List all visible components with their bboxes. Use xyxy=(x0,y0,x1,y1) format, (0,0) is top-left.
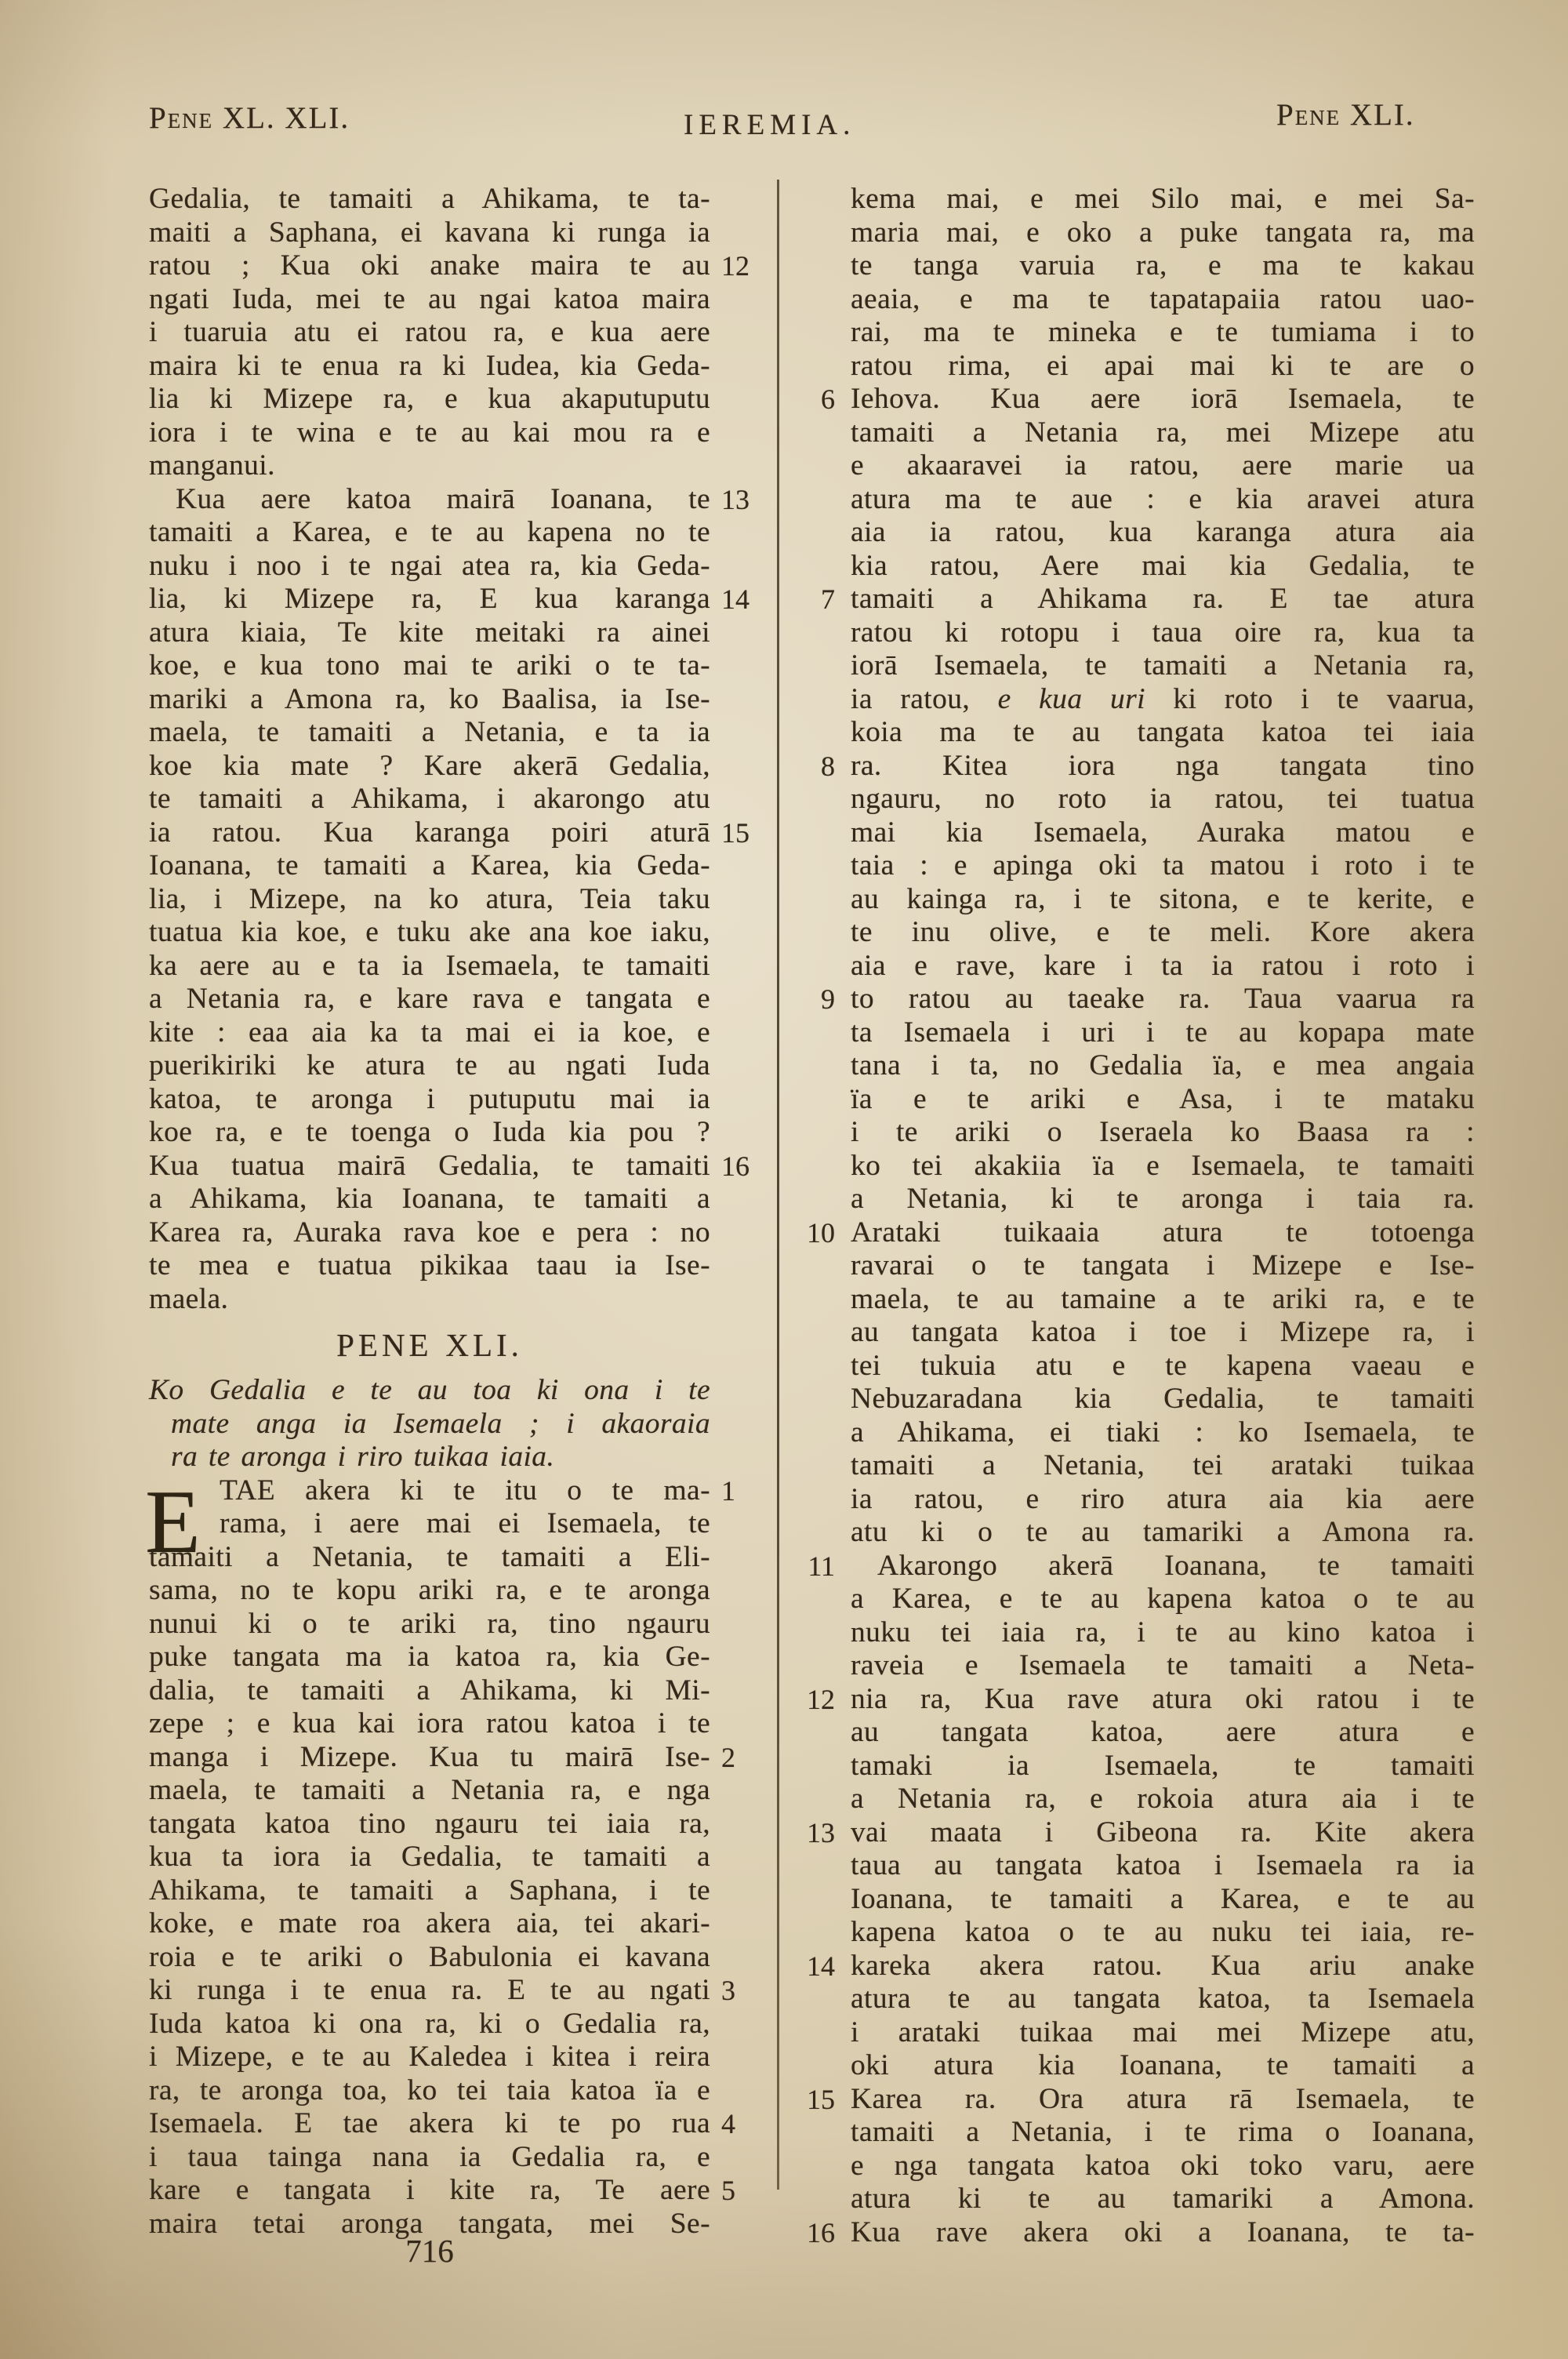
verse-text: au tangata katoa, aere atura e xyxy=(851,1716,1475,1748)
verse-text: tamaiti a Netania, te tamaiti a Eli- xyxy=(149,1540,710,1573)
text-line xyxy=(851,816,1475,850)
text-line xyxy=(851,1583,1475,1616)
text-column-right xyxy=(807,183,1475,2249)
verse-text: mate anga ia Isemaela ; i akaoraia xyxy=(171,1407,710,1440)
text-line xyxy=(149,1408,710,1441)
verse-text: te tamaiti a Ahikama, i akarongo atu xyxy=(149,783,710,815)
verse-text: a Ahikama, kia Ioanana, te tamaiti a xyxy=(149,1183,710,1215)
verse-text: te mea e tuatua pikikaa taau ia Ise- xyxy=(149,1249,710,1281)
text-line xyxy=(149,516,710,550)
verse-text: aeaia, e ma te tapatapaiia ratou uao- xyxy=(851,282,1475,315)
verse-number: 16 xyxy=(721,1150,750,1182)
verse-text: koke, e mate roa akera aia, tei akari- xyxy=(149,1907,710,1939)
verse-text: aia e rave, kare i ta ia ratou i roto i xyxy=(851,949,1475,982)
text-line xyxy=(851,2016,1475,2050)
verse-text: te tanga varuia ra, e ma te kakau xyxy=(851,249,1475,282)
verse-text: au kainga ra, i te sitona, e te kerite, e xyxy=(851,882,1475,915)
text-line xyxy=(851,716,1475,750)
verse-text: mariki a Amona ra, ko Baalisa, ia Ise- xyxy=(149,682,710,715)
text-line xyxy=(807,1216,1475,1250)
text-line xyxy=(851,1483,1475,1517)
verse-text: Gedalia, te tamaiti a Ahikama, te ta- xyxy=(149,183,710,215)
text-line xyxy=(851,1183,1475,1216)
text-line xyxy=(851,1283,1475,1317)
verse-number: 13 xyxy=(807,1816,835,1848)
text-line xyxy=(851,1783,1475,1816)
text-line xyxy=(149,849,710,883)
verse-number: 10 xyxy=(807,1216,835,1249)
text-line xyxy=(149,416,710,450)
running-head-left: Pene XL. XLI. xyxy=(149,101,350,135)
text-line xyxy=(821,383,1475,416)
verse-text: Iuda katoa ki ona ra, ki o Gedalia ra, xyxy=(149,2007,710,2040)
text-line xyxy=(149,1808,710,1841)
verse-text: iorā Isemaela, te tamaiti a Netania ra, xyxy=(851,649,1475,682)
verse-text: maira ki te enua ra ki Iudea, kia Geda- xyxy=(149,349,710,382)
verse-text: maela, te tamaiti a Netania, e ta ia xyxy=(149,716,710,748)
verse-text: atura ma te aue : e kia aravei atura xyxy=(851,482,1475,515)
text-line xyxy=(807,1816,1475,1850)
verse-number: 9 xyxy=(821,983,835,1015)
text-line xyxy=(149,783,710,816)
verse-text: sama, no te kopu ariki ra, e te aronga xyxy=(149,1574,710,1606)
verse-text: ra, te aronga toa, ko tei taia katoa ïa e xyxy=(149,2074,710,2106)
text-line xyxy=(851,1083,1475,1117)
verse-number: 13 xyxy=(721,483,750,515)
verse-text: kia ratou, Aere mai kia Gedalia, te xyxy=(851,549,1475,582)
verse-text: nia ra, Kua rave atura oki ratou i te xyxy=(851,1682,1475,1715)
text-line xyxy=(149,1116,710,1150)
text-line xyxy=(149,1541,710,1575)
verse-text: tana i ta, no Gedalia ïa, e mea angaia xyxy=(851,1049,1475,1081)
verse-text: maiti a Saphana, ei kavana ki runga ia xyxy=(149,216,710,249)
verse-text: i taua tainga nana ia Gedalia ra, e xyxy=(149,2140,710,2173)
verse-text: Kua rave akera oki a Ioanana, te ta- xyxy=(851,2215,1475,2248)
verse-text: kema mai, e mei Silo mai, e mei Sa- xyxy=(851,183,1475,215)
verse-number: 8 xyxy=(821,750,835,782)
verse-text: atura te au tangata katoa, ta Isemaela xyxy=(851,1983,1475,2015)
text-line xyxy=(821,983,1475,1016)
verse-text: taua au tangata katoa i Isemaela ra ia xyxy=(851,1849,1475,1881)
text-column-left xyxy=(145,183,750,2241)
verse-text: maela, te tamaiti a Netania ra, e nga xyxy=(149,1774,710,1806)
text-line xyxy=(149,1841,710,1874)
text-line xyxy=(149,2141,710,2175)
verse-text: i te ariki o Iseraela ko Baasa ra : xyxy=(851,1116,1475,1148)
text-line xyxy=(149,2174,735,2208)
verse-text: kapena katoa o te au nuku tei iaia, re- xyxy=(851,1916,1475,1948)
verse-text: Kua aere katoa mairā Ioanana, te xyxy=(176,482,710,515)
verse-text: ia ratou. Kua karanga poiri aturā xyxy=(149,816,710,849)
verse-text: ïa e te ariki e Asa, i te mataku xyxy=(851,1082,1475,1115)
verse-text: ravarai o te tangata i Mizepe e Ise- xyxy=(851,1249,1475,1281)
verse-text: tei tukuia atu e te kapena vaeau e xyxy=(851,1349,1475,1382)
verse-text: dalia, te tamaiti a Ahikama, ki Mi- xyxy=(149,1674,710,1707)
text-line xyxy=(851,350,1475,383)
verse-text: Akarongo akerā Ioanana, te tamaiti xyxy=(877,1549,1475,1582)
verse-text: koe, e kua tono mai te ariki o te ta- xyxy=(149,649,710,682)
verse-text: nuku i noo i te ngai atea ra, kia Geda- xyxy=(149,549,710,582)
verse-text: vai maata i Gibeona ra. Kite akera xyxy=(851,1816,1475,1848)
verse-text: tamaiti a Karea, e te au kapena no te xyxy=(149,516,710,548)
text-line xyxy=(149,916,710,950)
text-line xyxy=(149,1608,710,1641)
text-line xyxy=(851,1983,1475,2016)
text-line xyxy=(149,2074,710,2108)
verse-text: atura kiaia, Te kite meitaki ra ainei xyxy=(149,616,710,649)
text-line xyxy=(807,2082,1475,2117)
verse-text: ki runga i te enua ra. E te au ngati xyxy=(149,1974,710,2006)
text-line xyxy=(821,749,1475,783)
verse-text: nuku tei iaia ra, i te au kino katoa i xyxy=(851,1616,1475,1648)
verse-text: a Netania ra, e kare rava e tangata e xyxy=(149,983,710,1015)
verse-text: Arataki tuikaaia atura te totoenga xyxy=(851,1216,1475,1249)
text-line xyxy=(851,1883,1475,1917)
verse-text: iora i te wina e te au kai mou ra e xyxy=(149,416,710,449)
verse-number: 3 xyxy=(721,1975,735,2006)
verse-text: Ioanana, te tamaiti a Karea, e te au xyxy=(851,1882,1475,1915)
text-line xyxy=(149,1674,710,1708)
text-line xyxy=(851,1316,1475,1350)
text-line xyxy=(149,1907,710,1941)
text-line xyxy=(851,950,1475,983)
verse-text: lia, i Mizepe, na ko atura, Teia taku xyxy=(149,882,710,915)
verse-text: ka aere au e ta ia Isemaela, te tamaiti xyxy=(149,949,710,982)
verse-number: 15 xyxy=(807,2083,835,2115)
text-line xyxy=(807,1949,1475,1983)
text-line xyxy=(149,1149,750,1183)
text-line xyxy=(851,1049,1475,1083)
verse-text: raveia e Isemaela te tamaiti a Neta- xyxy=(851,1649,1475,1681)
text-line xyxy=(149,2107,735,2141)
verse-text: a Karea, e te au kapena katoa o te au xyxy=(851,1583,1475,1615)
text-line xyxy=(149,1974,735,2008)
verse-text: katoa, te aronga i putuputu mai ia xyxy=(149,1082,710,1115)
text-line xyxy=(149,750,710,783)
verse-text: taia : e apinga oki ta matou i roto i te xyxy=(851,849,1475,881)
text-line xyxy=(149,482,750,517)
verse-text: Ko Gedalia e te au toa ki ona i te xyxy=(149,1374,710,1406)
verse-text: manganui. xyxy=(149,449,275,482)
text-line xyxy=(851,183,1475,216)
verse-text: te inu olive, e te meli. Kore akera xyxy=(851,916,1475,948)
text-line xyxy=(149,350,710,383)
text-line xyxy=(851,249,1475,283)
verse-number: 12 xyxy=(807,1683,835,1715)
text-line xyxy=(149,583,750,616)
chapter-heading xyxy=(149,1316,710,1374)
text-line xyxy=(149,1049,710,1083)
verse-text: i tuaruia atu ei ratou ra, e kua aere xyxy=(149,316,710,348)
text-line xyxy=(851,1616,1475,1650)
text-line xyxy=(851,483,1475,517)
text-line xyxy=(851,849,1475,883)
text-line xyxy=(149,449,710,483)
verse-text: Isemaela. E tae akera ki te po rua xyxy=(149,2107,710,2139)
verse-text: lia, ki Mizepe ra, E kua karanga xyxy=(149,583,710,615)
text-line xyxy=(851,2116,1475,2150)
text-line xyxy=(851,1750,1475,1783)
verse-text: koia ma te au tangata katoa tei iaia xyxy=(851,716,1475,748)
verse-number: 14 xyxy=(721,583,750,615)
text-line xyxy=(149,550,710,583)
text-line xyxy=(149,1441,710,1474)
verse-number: 6 xyxy=(821,383,835,415)
verse-text: PENE XLI. xyxy=(336,1327,523,1363)
verse-text: mai kia Isemaela, Auraka matou e xyxy=(851,816,1475,849)
text-line xyxy=(149,2008,710,2041)
verse-text: kite : eaa aia ka ta mai ei ia koe, e xyxy=(149,1016,710,1049)
verse-text: a Ahikama, ei tiaki : ko Isemaela, te xyxy=(851,1416,1475,1448)
verse-text: tuatua kia koe, e tuku ake ana koe iaku, xyxy=(149,916,710,948)
verse-text: maria mai, e oko a puke tangata ra, ma xyxy=(851,216,1475,249)
text-line xyxy=(851,1449,1475,1483)
verse-text: rai, ma te mineka e te tumiama i to xyxy=(851,316,1475,348)
verse-text: tangata katoa tino ngauru tei iaia ra, xyxy=(149,1807,710,1840)
running-head-right: Pene XLI. xyxy=(1276,98,1415,132)
text-line xyxy=(851,1916,1475,1950)
text-line xyxy=(149,1249,710,1283)
verse-number: 2 xyxy=(721,1741,735,1773)
text-line xyxy=(851,550,1475,583)
verse-number: 5 xyxy=(721,2175,735,2206)
verse-text: puke tangata ma ia katoa ra, kia Ge- xyxy=(149,1641,710,1673)
verse-text: Ioanana, te tamaiti a Karea, kia Geda- xyxy=(149,849,710,881)
text-line xyxy=(851,1716,1475,1750)
text-line xyxy=(149,2041,710,2074)
text-line xyxy=(851,616,1475,650)
verse-number: 7 xyxy=(821,583,835,615)
text-line xyxy=(851,1350,1475,1383)
text-line xyxy=(851,883,1475,917)
text-line xyxy=(851,1249,1475,1283)
text-line xyxy=(851,1849,1475,1883)
verse-text: to ratou au taeake ra. Taua vaarua ra xyxy=(851,983,1475,1015)
verse-text: zepe ; e kua kai iora ratou katoa i te xyxy=(149,1707,710,1739)
text-line xyxy=(851,2049,1475,2083)
verse-text: manga i Mizepe. Kua tu mairā Ise- xyxy=(149,1740,710,1773)
text-line xyxy=(851,449,1475,483)
text-line xyxy=(851,1516,1475,1550)
verse-text: Ahikama, te tamaiti a Saphana, i te xyxy=(149,1874,710,1906)
verse-text: i Mizepe, e te au Kaledea i kitea i reira xyxy=(149,2041,710,2073)
text-line xyxy=(149,1641,710,1674)
text-line xyxy=(851,1383,1475,1416)
text-line xyxy=(851,649,1475,683)
verse-text: Iehova. Kua aere iorā Isemaela, te xyxy=(851,383,1475,415)
verse-text: koe ra, e te toenga o Iuda kia pou ? xyxy=(149,1116,710,1148)
verse-text: Karea ra. Ora atura rā Isemaela, te xyxy=(851,2082,1475,2115)
text-line xyxy=(851,516,1475,550)
text-line xyxy=(149,950,710,983)
verse-text: i arataki tuikaa mai mei Mizepe atu, xyxy=(851,2016,1475,2048)
text-line xyxy=(149,249,750,283)
verse-text: tamaiti a Ahikama ra. E tae atura xyxy=(851,583,1475,615)
text-line xyxy=(149,1740,735,1775)
text-line xyxy=(149,983,710,1016)
text-line xyxy=(149,1016,710,1050)
verse-text: ra. Kitea iora nga tangata tino xyxy=(851,749,1475,782)
verse-number: 11 xyxy=(808,1550,835,1582)
verse-text: tamaiti a Netania, tei arataki tuikaa xyxy=(851,1449,1475,1481)
text-line xyxy=(149,1283,710,1317)
text-line xyxy=(149,883,710,917)
text-line xyxy=(149,283,710,317)
verse-text: kareka akera ratou. Kua ariu anake xyxy=(851,1949,1475,1982)
text-line xyxy=(851,1150,1475,1183)
text-line xyxy=(851,683,1475,717)
verse-text: maela. xyxy=(149,1282,229,1315)
verse-text: maela, te au tamaine a te ariki ra, e te xyxy=(851,1282,1475,1315)
text-line xyxy=(149,1507,710,1541)
verse-text: kua ta iora ia Gedalia, te tamaiti a xyxy=(149,1841,710,1873)
verse-text: tamaki ia Isemaela, te tamaiti xyxy=(851,1749,1475,1782)
verse-text: ta Isemaela i uri i te au kopapa mate xyxy=(851,1016,1475,1049)
verse-text: a Netania ra, e rokoia atura aia i te xyxy=(851,1783,1475,1815)
text-line xyxy=(149,649,710,683)
verse-text: nunui ki o te ariki ra, tino ngauru xyxy=(149,1607,710,1640)
text-line xyxy=(851,783,1475,816)
verse-text: e nga tangata katoa oki toko varu, aere xyxy=(851,2149,1475,2182)
text-line xyxy=(851,1649,1475,1683)
verse-text: e akaaravei ia ratou, aere marie ua xyxy=(851,449,1475,482)
text-line xyxy=(851,1016,1475,1050)
text-line xyxy=(808,1549,1475,1583)
column-divider-rule xyxy=(777,180,779,2190)
verse-number: 15 xyxy=(721,816,750,849)
text-line xyxy=(149,1183,710,1216)
text-line xyxy=(149,683,710,717)
text-line xyxy=(149,1083,710,1117)
text-line xyxy=(149,716,710,750)
verse-text: kare e tangata i kite ra, Te aere xyxy=(149,2174,710,2206)
text-line xyxy=(821,583,1475,616)
text-line xyxy=(851,416,1475,450)
verse-text: rama, i aere mai ei Isemaela, te xyxy=(220,1507,710,1539)
verse-text: aia ia ratou, kua karanga atura aia xyxy=(851,516,1475,548)
text-line xyxy=(851,316,1475,350)
running-head-title: IEREMIA. xyxy=(684,109,856,141)
verse-text: Karea ra, Auraka rava koe e pera : no xyxy=(149,1216,710,1249)
text-line xyxy=(149,1374,710,1408)
text-line xyxy=(851,1116,1475,1150)
text-line xyxy=(851,216,1475,250)
text-line xyxy=(807,2215,1475,2250)
verse-text: ratou rima, ei apai mai ki te are o xyxy=(851,349,1475,382)
verse-text: atura ki te au tamariki a Amona. xyxy=(851,2183,1475,2215)
verse-text: ia ratou, e kua uri ki roto i te vaarua, xyxy=(851,682,1475,715)
verse-text: tamaiti a Netania, i te rima o Ioanana, xyxy=(851,2116,1475,2148)
text-line xyxy=(149,316,710,350)
text-line xyxy=(149,816,750,850)
verse-text: lia ki Mizepe ra, e kua akaputuputu xyxy=(149,383,710,415)
verse-text: oki atura kia Ioanana, te tamaiti a xyxy=(851,2049,1475,2081)
verse-text: puerikiriki ke atura te au ngati Iuda xyxy=(149,1049,710,1081)
verse-number: 4 xyxy=(721,2108,735,2139)
text-line xyxy=(149,616,710,650)
text-line xyxy=(851,916,1475,950)
verse-text: roia e te ariki o Babulonia ei kavana xyxy=(149,1940,710,1973)
text-line xyxy=(149,1574,710,1608)
verse-text: a Netania, ki te aronga i taia ra. xyxy=(851,1183,1475,1215)
verse-text: tamaiti a Netania ra, mei Mizepe atu xyxy=(851,416,1475,449)
verse-text: koe kia mate ? Kare akerā Gedalia, xyxy=(149,749,710,782)
text-line xyxy=(807,1682,1475,1717)
verse-text: ra te aronga i riro tuikaa iaia. xyxy=(171,1441,555,1473)
verse-text: Kua tuatua mairā Gedalia, te tamaiti xyxy=(149,1149,710,1182)
verse-text: maira tetai aronga tangata, mei Se- xyxy=(149,2207,710,2240)
verse-text: ngati Iuda, mei te au ngai katoa maira xyxy=(149,282,710,315)
verse-number: 1 xyxy=(721,1474,735,1507)
text-line xyxy=(149,1707,710,1741)
verse-text: ratou ki rotopu i taua oire ra, kua ta xyxy=(851,616,1475,649)
text-line xyxy=(149,1874,710,1908)
text-line xyxy=(149,216,710,250)
text-line xyxy=(149,183,710,216)
verse-number: 12 xyxy=(721,250,750,282)
verse-text: au tangata katoa i toe i Mizepe ra, i xyxy=(851,1316,1475,1348)
text-line xyxy=(851,283,1475,317)
verse-number: 16 xyxy=(807,2216,835,2248)
verse-text: ia ratou, e riro atura aia kia aere xyxy=(851,1482,1475,1515)
verse-text: Nebuzaradana kia Gedalia, te tamaiti xyxy=(851,1383,1475,1415)
text-line xyxy=(149,383,710,416)
page-number: 716 xyxy=(405,2233,454,2269)
verse-number: 14 xyxy=(807,1950,835,1982)
text-line xyxy=(851,2150,1475,2183)
text-line xyxy=(851,2183,1475,2216)
verse-text: ko tei akakiia ïa e Isemaela, te tamaiti xyxy=(851,1149,1475,1182)
text-line xyxy=(851,1416,1475,1450)
verse-text: ratou ; Kua oki anake maira te au xyxy=(149,249,710,282)
text-line xyxy=(149,1774,710,1808)
verse-text: atu ki o te au tamariki a Amona ra. xyxy=(851,1516,1475,1548)
drop-cap-initial: E xyxy=(145,1471,201,1572)
verse-text: ngauru, no roto ia ratou, tei tuatua xyxy=(851,783,1475,815)
verse-text: TAE akera ki te itu o te ma- xyxy=(220,1474,710,1507)
text-line xyxy=(149,1941,710,1975)
text-line xyxy=(149,1216,710,1250)
